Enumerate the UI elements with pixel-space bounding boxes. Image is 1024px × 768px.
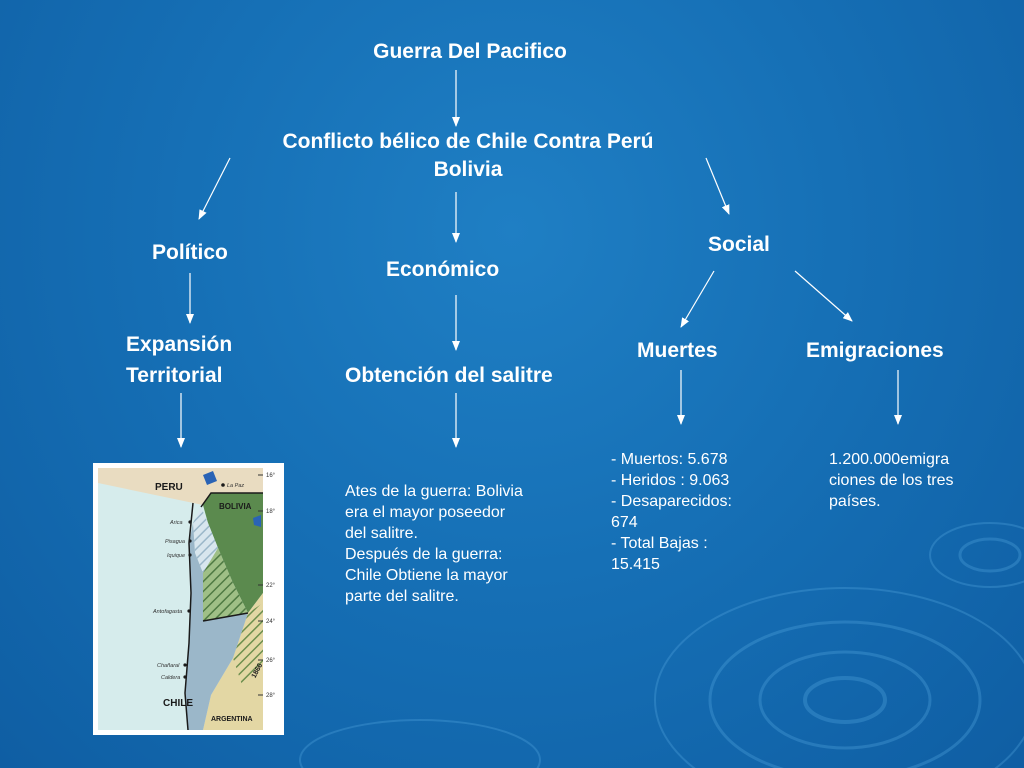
- label-la-paz: La Paz: [227, 483, 245, 489]
- detail-line: Chile Obtiene la mayor: [345, 567, 508, 584]
- label-chile: CHILE: [163, 698, 193, 709]
- label-year: 1866: [250, 662, 265, 680]
- lat-22: 22°: [266, 583, 276, 589]
- emigraciones-node: Emigraciones: [806, 339, 944, 362]
- expansion-line-1: Expansión: [126, 333, 233, 356]
- lat-16: 16°: [266, 473, 276, 479]
- detail-line: era el mayor poseedor: [345, 504, 506, 521]
- conflict-line-2: Bolivia: [433, 158, 503, 181]
- lat-26: 26°: [266, 658, 276, 664]
- expansion-node: [126, 329, 232, 391]
- muertes-node: Muertes: [637, 339, 718, 362]
- detail-line: países.: [829, 493, 881, 510]
- salitre-node: Obtención del salitre: [345, 364, 553, 387]
- detail-line: - Heridos : 9.063: [611, 472, 730, 489]
- label-iquique: Iquique: [167, 553, 186, 559]
- detail-line: Ates de la guerra: Bolivia: [345, 483, 523, 500]
- label-antofagasta: Antofagasta: [153, 609, 183, 615]
- label-peru: PERU: [155, 482, 183, 493]
- label-caldera: Caldera: [161, 675, 181, 681]
- arrow-social-to-emigraciones: [795, 271, 852, 321]
- economico-node: Económico: [386, 258, 500, 281]
- label-argentina: ARGENTINA: [211, 716, 253, 723]
- detail-line: 1.200.000emigra: [829, 451, 950, 468]
- lat-18: 18°: [266, 509, 276, 515]
- label-chanaral: Chañaral: [157, 663, 180, 669]
- detail-line: 674: [611, 514, 638, 531]
- detail-line: - Muertos: 5.678: [611, 451, 728, 468]
- detail-line: - Desaparecidos:: [611, 493, 732, 510]
- detail-line: 15.415: [611, 556, 660, 573]
- economico-detail: [345, 481, 575, 607]
- expansion-line-2: Territorial: [126, 364, 223, 387]
- territory-map: [93, 463, 284, 735]
- arrow-social-to-muertes: [681, 271, 714, 327]
- detail-line: ciones de los tres: [829, 472, 954, 489]
- label-arica: Arica: [170, 520, 183, 526]
- detail-line: parte del salitre.: [345, 588, 459, 605]
- lat-28: 28°: [266, 693, 276, 699]
- map-graphic: [93, 463, 284, 735]
- emigraciones-detail: [829, 449, 1009, 512]
- title-node: Guerra Del Pacifico: [373, 40, 567, 63]
- conflict-node: [200, 128, 736, 184]
- detail-line: del salitre.: [345, 525, 418, 542]
- label-bolivia: BOLIVIA: [219, 502, 252, 511]
- detail-line: - Total Bajas :: [611, 535, 708, 552]
- muertes-detail: [611, 449, 801, 575]
- lat-24: 24°: [266, 619, 276, 625]
- detail-line: Después de la guerra:: [345, 546, 503, 563]
- social-node: Social: [708, 233, 770, 256]
- label-pisagua: Pisagua: [165, 539, 185, 545]
- politico-node: Político: [152, 241, 228, 264]
- conflict-line-1: Conflicto bélico de Chile Contra Perú: [282, 130, 654, 153]
